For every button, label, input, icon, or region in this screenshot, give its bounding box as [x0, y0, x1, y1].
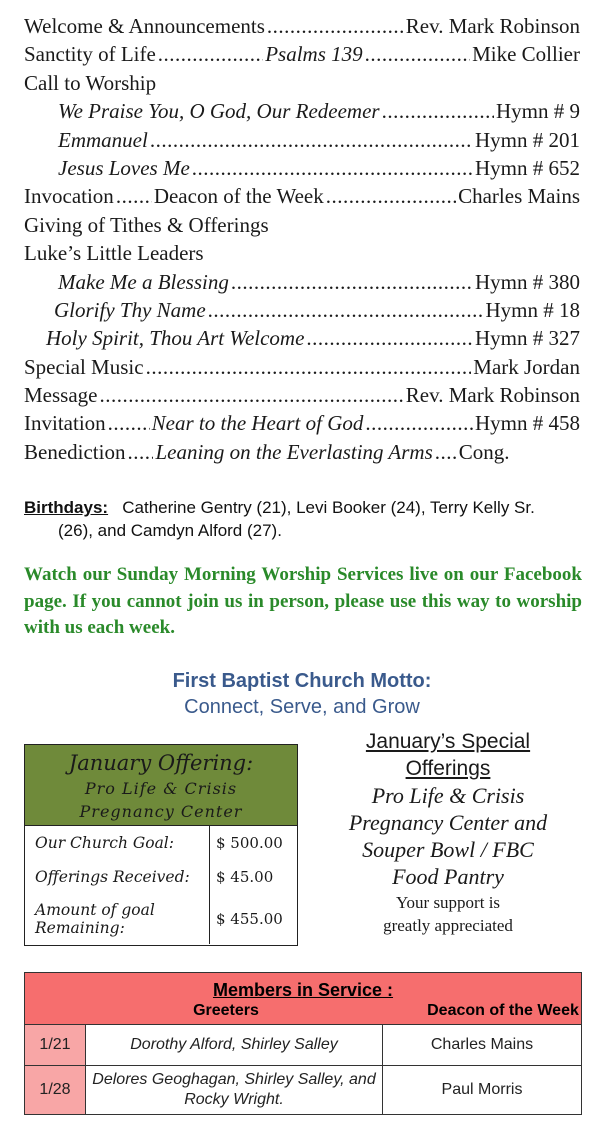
offering-table	[25, 826, 297, 944]
hymn-number: Hymn # 18	[485, 297, 580, 322]
hymn-title: Holy Spirit, Thou Art Welcome	[46, 326, 305, 351]
program-row-special-music	[24, 355, 580, 383]
program-item: Luke’s Little Leaders	[24, 241, 204, 266]
greeters-names: Dorothy Alford, Shirley Salley	[86, 1025, 383, 1066]
motto-title: First Baptist Church Motto:	[172, 670, 432, 692]
order-of-service	[24, 14, 580, 468]
program-item: Message	[24, 383, 98, 408]
hymn-title: Glorify Thy Name	[54, 297, 206, 322]
program-role: Deacon of the Week	[153, 184, 324, 209]
program-row-welcome	[24, 14, 580, 42]
offering-row	[25, 826, 297, 860]
birthdays-label: Birthdays:	[24, 498, 109, 517]
leader-dots	[231, 270, 473, 295]
program-person: Rev. Mark Robinson	[405, 383, 580, 408]
hymn-number: Hymn # 327	[475, 326, 580, 351]
birthdays-text: Catherine Gentry (21), Levi Booker (24), Terry Kelly Sr.	[122, 498, 535, 517]
special-title: January’s Special	[365, 730, 531, 753]
leader-dots	[127, 440, 153, 465]
offering-row	[25, 894, 297, 944]
members-in-service-table	[24, 972, 582, 1115]
offering-title: January Offering:	[68, 751, 254, 775]
facebook-announcement: Watch our Sunday Morning Worship Services live on our Facebook page. If you cannot join us in person, please use this way to worship with us each week.	[24, 564, 582, 638]
deacon-name: Charles Mains	[383, 1025, 582, 1066]
program-row-message	[24, 383, 580, 411]
hymn-title: Emmanuel	[58, 127, 148, 152]
offering-row	[25, 860, 297, 894]
leader-dots	[108, 411, 150, 436]
program-row-leaders	[24, 241, 580, 269]
offering-label: Offerings Received:	[25, 860, 210, 894]
offering-subtitle: Pregnancy Center	[79, 802, 243, 821]
service-date: 1/21	[25, 1025, 86, 1066]
program-row-sanctity	[24, 42, 580, 70]
offering-header	[25, 745, 297, 826]
hymn-number: Hymn # 652	[475, 155, 580, 180]
leader-dots	[99, 383, 403, 408]
leader-dots	[158, 42, 263, 67]
leader-dots	[267, 14, 404, 39]
special-body: Souper Bowl / FBC	[362, 837, 534, 862]
special-body: Pregnancy Center and	[348, 810, 548, 835]
members-header-row	[25, 973, 582, 1025]
january-offering-box	[24, 744, 298, 946]
birthdays-text-cont: (26), and Camdyn Alford (27).	[58, 521, 282, 540]
members-title: Members in Service :	[212, 980, 394, 1000]
hymn-title: Jesus Loves Me	[58, 155, 190, 180]
program-item: Invocation	[24, 184, 114, 209]
hymn-number: Hymn # 380	[475, 269, 580, 294]
leader-dots	[326, 184, 456, 209]
hymn-title: We Praise You, O God, Our Redeemer	[58, 99, 380, 124]
deacon-name: Paul Morris	[383, 1066, 582, 1115]
offering-label: Our Church Goal:	[25, 826, 210, 860]
program-person: Charles Mains	[458, 184, 580, 209]
members-column-headers	[26, 1002, 580, 1023]
program-row-giving	[24, 213, 580, 241]
program-row-hymn	[24, 156, 580, 184]
program-item: Call to Worship	[24, 70, 157, 95]
church-motto	[0, 668, 600, 720]
leader-dots	[116, 184, 152, 209]
program-row-hymn	[24, 128, 580, 156]
special-offerings	[314, 728, 582, 936]
special-title: Offerings	[405, 757, 491, 780]
program-row-hymn	[24, 99, 580, 127]
program-item: Sanctity of Life	[24, 42, 156, 67]
program-row-hymn	[24, 326, 580, 354]
greeters-header: Greeters	[193, 1002, 259, 1019]
program-row-hymn	[24, 298, 580, 326]
deacon-header: Deacon of the Week	[427, 1002, 579, 1019]
program-row-invocation	[24, 184, 580, 212]
table-row	[25, 1025, 582, 1066]
program-person: Rev. Mark Robinson	[405, 14, 580, 38]
hymn-title: Leaning on the Everlasting Arms	[155, 439, 433, 464]
offering-value: $ 500.00	[216, 834, 283, 852]
program-person: Mark Jordan	[473, 354, 580, 379]
special-body: Food Pantry	[392, 864, 504, 889]
special-note: greatly appreciated	[383, 916, 513, 935]
leader-dots	[435, 440, 457, 465]
program-item: Welcome & Announcements	[24, 14, 265, 38]
offering-value: $ 455.00	[216, 910, 283, 928]
greeters-names: Delores Geoghagan, Shirley Salley, and Rocky Wright.	[86, 1066, 383, 1115]
program-item: Benediction	[24, 439, 126, 464]
special-body: Pro Life & Crisis	[371, 783, 525, 808]
leader-dots	[146, 355, 472, 380]
offering-value: $ 45.00	[216, 868, 274, 886]
leader-dots	[306, 326, 473, 351]
special-note: Your support is	[395, 893, 501, 912]
motto-text: Connect, Serve, and Grow	[184, 696, 420, 718]
offering-subtitle: Pro Life & Crisis	[84, 779, 238, 798]
leader-dots	[365, 411, 473, 436]
program-row-benediction	[24, 440, 580, 468]
hymn-number: Hymn # 201	[475, 127, 580, 152]
program-item: Invitation	[24, 411, 106, 436]
birthdays-section	[24, 496, 580, 542]
table-row	[25, 1066, 582, 1115]
hymn-title: Make Me a Blessing	[58, 269, 229, 294]
offering-label: Amount of goal Remaining:	[25, 894, 210, 944]
leader-dots	[382, 99, 494, 124]
program-item: Giving of Tithes & Offerings	[24, 212, 269, 237]
program-person: Mike Collier	[472, 42, 580, 67]
hymn-title: Near to the Heart of God	[151, 411, 364, 436]
leader-dots	[192, 156, 473, 181]
leader-dots	[150, 128, 473, 153]
service-date: 1/28	[25, 1066, 86, 1115]
leader-dots	[365, 42, 470, 67]
program-person: Cong.	[458, 439, 510, 464]
program-item: Special Music	[24, 354, 144, 379]
program-row-call	[24, 71, 580, 99]
members-header	[25, 973, 582, 1025]
program-scripture: Psalms 139	[265, 42, 363, 67]
program-row-hymn	[24, 270, 580, 298]
hymn-number: Hymn # 9	[496, 99, 580, 124]
leader-dots	[208, 298, 484, 323]
program-row-invitation	[24, 411, 580, 439]
hymn-number: Hymn # 458	[475, 411, 580, 436]
